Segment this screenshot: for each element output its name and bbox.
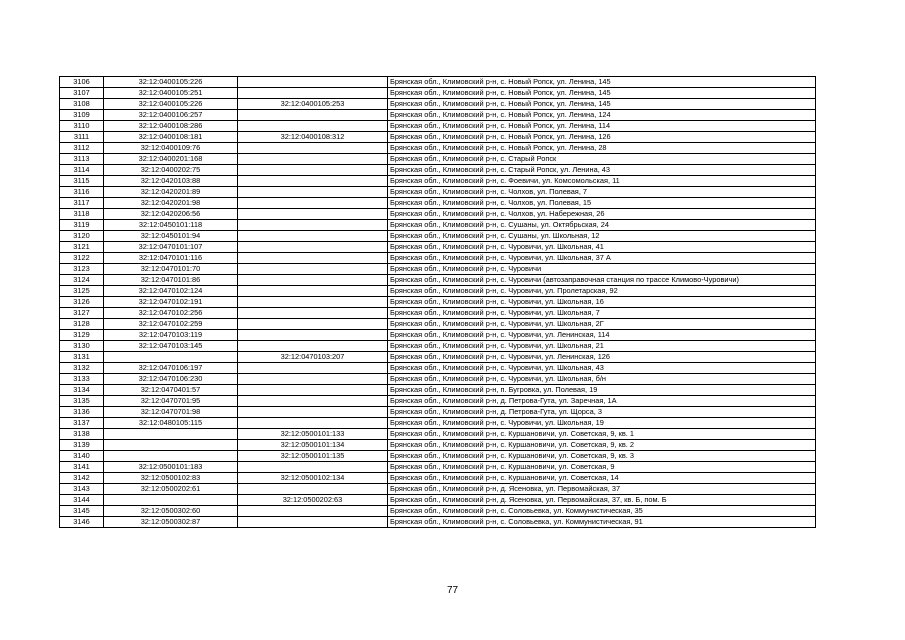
cadastral-number-cell: 32:12:0470102:124	[104, 286, 238, 297]
row-number-cell: 3138	[60, 429, 104, 440]
address-cell: Брянская обл., Климовский р-н, с. Соловьевка, ул. Коммунистическая, 91	[388, 517, 816, 528]
cadastral-number-cell: 32:12:0400201:168	[104, 154, 238, 165]
cadastral-number-cell: 32:12:0470102:256	[104, 308, 238, 319]
address-cell: Брянская обл., Климовский р-н, с. Чуровичи, ул. Школьная, 7	[388, 308, 816, 319]
row-number-cell: 3119	[60, 220, 104, 231]
related-cadastral-number-cell	[238, 484, 388, 495]
address-cell: Брянская обл., Климовский р-н, с. Новый Ропск, ул. Ленина, 28	[388, 143, 816, 154]
row-number-cell: 3121	[60, 242, 104, 253]
table-row	[60, 352, 816, 363]
address-cell: Брянская обл., Климовский р-н, с. Сушаны, ул. Школьная, 12	[388, 231, 816, 242]
table-row	[60, 484, 816, 495]
address-cell: Брянская обл., Климовский р-н, с. Куршановичи, ул. Советская, 9, кв. 3	[388, 451, 816, 462]
row-number-cell: 3144	[60, 495, 104, 506]
cadastral-number-cell: 32:12:0470102:191	[104, 297, 238, 308]
related-cadastral-number-cell	[238, 264, 388, 275]
page-number: 77	[446, 585, 459, 596]
table-row	[60, 495, 816, 506]
related-cadastral-number-cell: 32:12:0500101:133	[238, 429, 388, 440]
cadastral-number-cell: 32:12:0470101:86	[104, 275, 238, 286]
related-cadastral-number-cell	[238, 385, 388, 396]
address-cell: Брянская обл., Климовский р-н, с. Чуровичи (автозаправочная станция по трассе Климово-Чуровичи)	[388, 275, 816, 286]
cadastral-number-cell: 32:12:0470101:70	[104, 264, 238, 275]
row-number-cell: 3143	[60, 484, 104, 495]
address-cell: Брянская обл., Климовский р-н, с. Чолхов, ул. Набережная, 26	[388, 209, 816, 220]
row-number-cell: 3110	[60, 121, 104, 132]
table-row	[60, 88, 816, 99]
address-cell: Брянская обл., Климовский р-н, с. Чуровичи, ул. Ленинская, 114	[388, 330, 816, 341]
related-cadastral-number-cell	[238, 286, 388, 297]
cadastral-number-cell: 32:12:0470106:230	[104, 374, 238, 385]
row-number-cell: 3141	[60, 462, 104, 473]
row-number-cell: 3132	[60, 363, 104, 374]
related-cadastral-number-cell	[238, 88, 388, 99]
row-number-cell: 3109	[60, 110, 104, 121]
row-number-cell: 3133	[60, 374, 104, 385]
table-row	[60, 407, 816, 418]
table-row	[60, 473, 816, 484]
related-cadastral-number-cell: 32:12:0500101:134	[238, 440, 388, 451]
row-number-cell: 3128	[60, 319, 104, 330]
row-number-cell: 3113	[60, 154, 104, 165]
row-number-cell: 3123	[60, 264, 104, 275]
related-cadastral-number-cell	[238, 242, 388, 253]
row-number-cell: 3111	[60, 132, 104, 143]
table-row	[60, 506, 816, 517]
address-cell: Брянская обл., Климовский р-н, с. Фоевичи, ул. Комсомольская, 11	[388, 176, 816, 187]
row-number-cell: 3139	[60, 440, 104, 451]
table-row	[60, 374, 816, 385]
related-cadastral-number-cell	[238, 308, 388, 319]
table-row	[60, 286, 816, 297]
property-table-body	[60, 77, 816, 528]
row-number-cell: 3146	[60, 517, 104, 528]
related-cadastral-number-cell	[238, 506, 388, 517]
table-row	[60, 253, 816, 264]
row-number-cell: 3130	[60, 341, 104, 352]
row-number-cell: 3136	[60, 407, 104, 418]
related-cadastral-number-cell: 32:12:0470103:207	[238, 352, 388, 363]
cadastral-number-cell: 32:12:0500202:61	[104, 484, 238, 495]
address-cell: Брянская обл., Климовский р-н, с. Новый Ропск, ул. Ленина, 145	[388, 88, 816, 99]
table-row	[60, 121, 816, 132]
table-row	[60, 220, 816, 231]
related-cadastral-number-cell: 32:12:0500102:134	[238, 473, 388, 484]
table-row	[60, 176, 816, 187]
table-row	[60, 396, 816, 407]
related-cadastral-number-cell	[238, 165, 388, 176]
address-cell: Брянская обл., Климовский р-н, с. Соловьевка, ул. Коммунистическая, 35	[388, 506, 816, 517]
address-cell: Брянская обл., Климовский р-н, д. Ясеновка, ул. Первомайская, 37, кв. Б, пом. Б	[388, 495, 816, 506]
address-cell: Брянская обл., Климовский р-н, с. Чуровичи, ул. Школьная, 21	[388, 341, 816, 352]
address-cell: Брянская обл., Климовский р-н, с. Новый Ропск, ул. Ленина, 126	[388, 132, 816, 143]
table-row	[60, 165, 816, 176]
address-cell: Брянская обл., Климовский р-н, с. Чуровичи, ул. Школьная, 16	[388, 297, 816, 308]
cadastral-number-cell: 32:12:0400202:75	[104, 165, 238, 176]
related-cadastral-number-cell	[238, 396, 388, 407]
address-cell: Брянская обл., Климовский р-н, д. Петрова-Гута, ул. Щорса, 3	[388, 407, 816, 418]
row-number-cell: 3120	[60, 231, 104, 242]
cadastral-number-cell: 32:12:0420206:56	[104, 209, 238, 220]
address-cell: Брянская обл., Климовский р-н, с. Чолхов, ул. Полевая, 15	[388, 198, 816, 209]
table-row	[60, 297, 816, 308]
related-cadastral-number-cell	[238, 110, 388, 121]
table-row	[60, 132, 816, 143]
address-cell: Брянская обл., Климовский р-н, с. Чуровичи, ул. Школьная, 37 А	[388, 253, 816, 264]
related-cadastral-number-cell	[238, 407, 388, 418]
row-number-cell: 3116	[60, 187, 104, 198]
cadastral-number-cell: 32:12:0400108:181	[104, 132, 238, 143]
related-cadastral-number-cell	[238, 275, 388, 286]
related-cadastral-number-cell: 32:12:0500101:135	[238, 451, 388, 462]
related-cadastral-number-cell	[238, 154, 388, 165]
address-cell: Брянская обл., Климовский р-н, с. Сушаны, ул. Октябрьская, 24	[388, 220, 816, 231]
cadastral-number-cell: 32:12:0450101:118	[104, 220, 238, 231]
address-cell: Брянская обл., Климовский р-н, с. Чуровичи, ул. Школьная, 43	[388, 363, 816, 374]
address-cell: Брянская обл., Климовский р-н, д. Петрова-Гута, ул. Заречная, 1А	[388, 396, 816, 407]
cadastral-number-cell: 32:12:0400108:286	[104, 121, 238, 132]
related-cadastral-number-cell	[238, 462, 388, 473]
table-row	[60, 429, 816, 440]
address-cell: Брянская обл., Климовский р-н, с. Старый Ропск	[388, 154, 816, 165]
row-number-cell: 3124	[60, 275, 104, 286]
cadastral-number-cell: 32:12:0450101:94	[104, 231, 238, 242]
related-cadastral-number-cell	[238, 231, 388, 242]
address-cell: Брянская обл., Климовский р-н, с. Новый Ропск, ул. Ленина, 145	[388, 99, 816, 110]
table-row	[60, 341, 816, 352]
cadastral-number-cell	[104, 451, 238, 462]
cadastral-number-cell: 32:12:0400105:226	[104, 77, 238, 88]
cadastral-number-cell: 32:12:0470101:107	[104, 242, 238, 253]
cadastral-number-cell: 32:12:0480105:115	[104, 418, 238, 429]
cadastral-number-cell	[104, 495, 238, 506]
address-cell: Брянская обл., Климовский р-н, с. Чолхов, ул. Полевая, 7	[388, 187, 816, 198]
cadastral-number-cell: 32:12:0420201:98	[104, 198, 238, 209]
table-row	[60, 77, 816, 88]
related-cadastral-number-cell	[238, 319, 388, 330]
table-row	[60, 517, 816, 528]
related-cadastral-number-cell	[238, 198, 388, 209]
row-number-cell: 3114	[60, 165, 104, 176]
cadastral-number-cell: 32:12:0400109:76	[104, 143, 238, 154]
table-row	[60, 385, 816, 396]
related-cadastral-number-cell	[238, 187, 388, 198]
cadastral-number-cell: 32:12:0420103:88	[104, 176, 238, 187]
cadastral-number-cell: 32:12:0500101:183	[104, 462, 238, 473]
row-number-cell: 3127	[60, 308, 104, 319]
cadastral-number-cell: 32:12:0470103:119	[104, 330, 238, 341]
table-row	[60, 242, 816, 253]
row-number-cell: 3142	[60, 473, 104, 484]
address-cell: Брянская обл., Климовский р-н, с. Чуровичи, ул. Школьная, 2Г	[388, 319, 816, 330]
row-number-cell: 3131	[60, 352, 104, 363]
property-table	[59, 76, 816, 528]
cadastral-number-cell	[104, 440, 238, 451]
address-cell: Брянская обл., Климовский р-н, с. Куршановичи, ул. Советская, 9	[388, 462, 816, 473]
cadastral-number-cell: 32:12:0500102:83	[104, 473, 238, 484]
related-cadastral-number-cell: 32:12:0400108:312	[238, 132, 388, 143]
related-cadastral-number-cell	[238, 220, 388, 231]
related-cadastral-number-cell	[238, 330, 388, 341]
row-number-cell: 3135	[60, 396, 104, 407]
address-cell: Брянская обл., Климовский р-н, с. Новый Ропск, ул. Ленина, 124	[388, 110, 816, 121]
row-number-cell: 3106	[60, 77, 104, 88]
related-cadastral-number-cell	[238, 143, 388, 154]
address-cell: Брянская обл., Климовский р-н, с. Новый Ропск, ул. Ленина, 114	[388, 121, 816, 132]
address-cell: Брянская обл., Климовский р-н, д. Ясеновка, ул. Первомайская, 37	[388, 484, 816, 495]
related-cadastral-number-cell	[238, 517, 388, 528]
row-number-cell: 3137	[60, 418, 104, 429]
related-cadastral-number-cell	[238, 363, 388, 374]
related-cadastral-number-cell	[238, 121, 388, 132]
cadastral-number-cell: 32:12:0400105:226	[104, 99, 238, 110]
related-cadastral-number-cell: 32:12:0500202:63	[238, 495, 388, 506]
row-number-cell: 3122	[60, 253, 104, 264]
table-row	[60, 187, 816, 198]
related-cadastral-number-cell	[238, 418, 388, 429]
cadastral-number-cell: 32:12:0470701:95	[104, 396, 238, 407]
row-number-cell: 3126	[60, 297, 104, 308]
row-number-cell: 3108	[60, 99, 104, 110]
address-cell: Брянская обл., Климовский р-н, с. Чуровичи, ул. Школьная, б/н	[388, 374, 816, 385]
row-number-cell: 3125	[60, 286, 104, 297]
table-row	[60, 275, 816, 286]
cadastral-number-cell	[104, 429, 238, 440]
address-cell: Брянская обл., Климовский р-н, с. Куршановичи, ул. Советская, 9, кв. 2	[388, 440, 816, 451]
row-number-cell: 3115	[60, 176, 104, 187]
row-number-cell: 3112	[60, 143, 104, 154]
table-row	[60, 143, 816, 154]
cadastral-number-cell: 32:12:0470101:116	[104, 253, 238, 264]
table-row	[60, 110, 816, 121]
cadastral-number-cell: 32:12:0470102:259	[104, 319, 238, 330]
address-cell: Брянская обл., Климовский р-н, с. Чуровичи, ул. Школьная, 41	[388, 242, 816, 253]
address-cell: Брянская обл., Климовский р-н, с. Чуровичи	[388, 264, 816, 275]
table-row	[60, 231, 816, 242]
table-row	[60, 264, 816, 275]
table-row	[60, 308, 816, 319]
row-number-cell: 3145	[60, 506, 104, 517]
related-cadastral-number-cell	[238, 374, 388, 385]
address-cell: Брянская обл., Климовский р-н, с. Куршановичи, ул. Советская, 14	[388, 473, 816, 484]
row-number-cell: 3107	[60, 88, 104, 99]
table-row	[60, 363, 816, 374]
cadastral-number-cell: 32:12:0400106:257	[104, 110, 238, 121]
address-cell: Брянская обл., Климовский р-н, с. Чуровичи, ул. Школьная, 19	[388, 418, 816, 429]
address-cell: Брянская обл., Климовский р-н, с. Новый Ропск, ул. Ленина, 145	[388, 77, 816, 88]
cadastral-number-cell: 32:12:0470106:197	[104, 363, 238, 374]
row-number-cell: 3118	[60, 209, 104, 220]
cadastral-number-cell: 32:12:0470103:145	[104, 341, 238, 352]
table-row	[60, 451, 816, 462]
table-row	[60, 440, 816, 451]
table-row	[60, 330, 816, 341]
related-cadastral-number-cell	[238, 297, 388, 308]
address-cell: Брянская обл., Климовский р-н, с. Чуровичи, ул. Ленинская, 126	[388, 352, 816, 363]
cadastral-number-cell: 32:12:0470401:57	[104, 385, 238, 396]
related-cadastral-number-cell	[238, 77, 388, 88]
related-cadastral-number-cell: 32:12:0400105:253	[238, 99, 388, 110]
row-number-cell: 3129	[60, 330, 104, 341]
table-row	[60, 154, 816, 165]
cadastral-number-cell: 32:12:0470701:98	[104, 407, 238, 418]
table-row	[60, 198, 816, 209]
cadastral-number-cell: 32:12:0420201:89	[104, 187, 238, 198]
cadastral-number-cell: 32:12:0500302:87	[104, 517, 238, 528]
cadastral-number-cell: 32:12:0400105:251	[104, 88, 238, 99]
table-row	[60, 209, 816, 220]
row-number-cell: 3140	[60, 451, 104, 462]
cadastral-number-cell	[104, 352, 238, 363]
table-row	[60, 99, 816, 110]
table-row	[60, 319, 816, 330]
address-cell: Брянская обл., Климовский р-н, с. Старый Ропск, ул. Ленина, 43	[388, 165, 816, 176]
related-cadastral-number-cell	[238, 209, 388, 220]
address-cell: Брянская обл., Климовский р-н, с. Чуровичи, ул. Пролетарская, 92	[388, 286, 816, 297]
row-number-cell: 3134	[60, 385, 104, 396]
related-cadastral-number-cell	[238, 176, 388, 187]
cadastral-number-cell: 32:12:0500302:60	[104, 506, 238, 517]
row-number-cell: 3117	[60, 198, 104, 209]
address-cell: Брянская обл., Климовский р-н, п. Бугровка, ул. Полевая, 19	[388, 385, 816, 396]
related-cadastral-number-cell	[238, 341, 388, 352]
address-cell: Брянская обл., Климовский р-н, с. Куршановичи, ул. Советская, 9, кв. 1	[388, 429, 816, 440]
related-cadastral-number-cell	[238, 253, 388, 264]
table-row	[60, 462, 816, 473]
table-row	[60, 418, 816, 429]
